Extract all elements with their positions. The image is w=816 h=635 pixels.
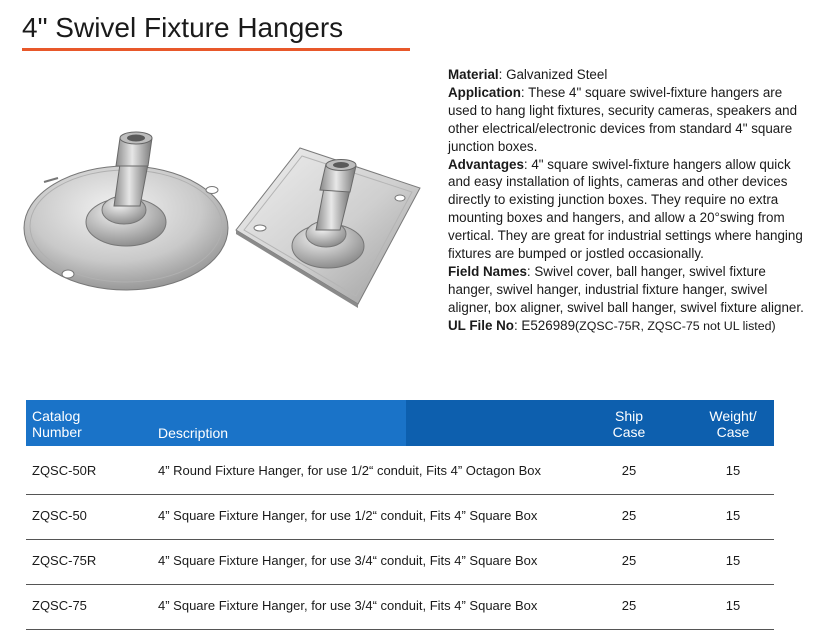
- product-description: 4” Square Fixture Hanger, for use 3/4“ conduit, Fits 4” Square Box: [158, 553, 538, 568]
- product-description: 4” Square Fixture Hanger, for use 1/2“ conduit, Fits 4” Square Box: [158, 508, 538, 523]
- ul-file-number: E526989: [521, 317, 576, 333]
- title-underline: [22, 48, 410, 51]
- square-fixture-hanger-image: [230, 138, 426, 314]
- product-description: 4” Square Fixture Hanger, for use 3/4“ conduit, Fits 4” Square Box: [158, 598, 538, 613]
- table-header: [26, 400, 774, 446]
- weight-case: 15: [725, 598, 741, 613]
- round-fixture-hanger-image: [14, 118, 246, 318]
- weight-case: 15: [725, 463, 741, 478]
- table-row: [26, 449, 774, 495]
- column-header-description: Description: [158, 425, 229, 441]
- weight-case: 15: [725, 508, 741, 523]
- product-description: 4” Round Fixture Hanger, for use 1/2“ conduit, Fits 4” Octagon Box: [158, 463, 541, 478]
- table-row: [26, 539, 774, 585]
- ship-case-qty: 25: [621, 553, 637, 568]
- ul-file-note: (ZQSC-75R, ZQSC-75 not UL listed): [575, 318, 776, 333]
- ul-file-spec: UL File No: E526989(ZQSC-75R, ZQSC-75 not UL listed): [448, 317, 776, 333]
- catalog-number: ZQSC-50: [32, 508, 87, 523]
- catalog-number: ZQSC-50R: [32, 463, 97, 478]
- field-names-spec: Field Names: Swivel cover, ball hanger, swivel fixture hanger, swivel hanger, industrial fixture hanger, swivel aligner, box aligner, swivel ball hanger, swivel fixture aligner.: [448, 263, 804, 315]
- column-header-ship-case: Ship Case: [612, 408, 646, 440]
- page-title: 4" Swivel Fixture Hangers: [22, 12, 344, 43]
- weight-case: 15: [725, 553, 741, 568]
- ship-case-qty: 25: [621, 508, 637, 523]
- column-header-catalog: Catalog Number: [32, 408, 82, 440]
- advantages-value: 4" square swivel-fixture hangers allow quick and easy installation of lights, cameras and other devices directly to existing junction boxes. They require no extra mounting boxes and hangers, and allow a 20°swing from vertical. They are great for industrial settings where hanging fixtures are bumped or jostled occasionally.: [448, 156, 803, 262]
- table-row: [26, 494, 774, 540]
- material-label: Material: [448, 67, 499, 82]
- ship-case-qty: 25: [621, 463, 637, 478]
- application-spec: Application: These 4" square swivel-fixture hangers are used to hang light fixtures, security cameras, speakers and other electrical/electronic devices from standard 4" square junction boxes.: [448, 84, 798, 154]
- advantages-label: Advantages: [448, 156, 524, 172]
- application-label: Application: [448, 84, 521, 100]
- application-value: These 4" square swivel-fixture hangers are used to hang light fixtures, security cameras, speakers and other electrical/electronic devices from standard 4" square junction boxes.: [448, 84, 798, 154]
- material-value: Galvanized Steel: [506, 67, 608, 82]
- product-specifications: [448, 66, 808, 336]
- field-names-label: Field Names: [448, 263, 527, 279]
- field-names-value: Swivel cover, ball hanger, swivel fixture hanger, swivel hanger, industrial fixture hanger, swivel aligner, box aligner, swivel ball hanger, swivel fixture aligner.: [448, 263, 804, 315]
- catalog-number: ZQSC-75: [32, 598, 87, 613]
- catalog-number: ZQSC-75R: [32, 553, 97, 568]
- material-spec: Material: Galvanized Steel: [448, 67, 608, 82]
- column-header-weight-case: Weight/ Case: [709, 408, 757, 440]
- advantages-spec: Advantages: 4" square swivel-fixture hangers allow quick and easy installation of lights, cameras and other devices directly to existing junction boxes. They require no extra mounting boxes and hangers, and allow a 20°swing from vertical. They are great for industrial settings where hanging fixtures are bumped or jostled occasionally.: [448, 156, 803, 262]
- table-row: [26, 584, 774, 630]
- ul-file-label: UL File No: [448, 317, 514, 333]
- ship-case-qty: 25: [621, 598, 637, 613]
